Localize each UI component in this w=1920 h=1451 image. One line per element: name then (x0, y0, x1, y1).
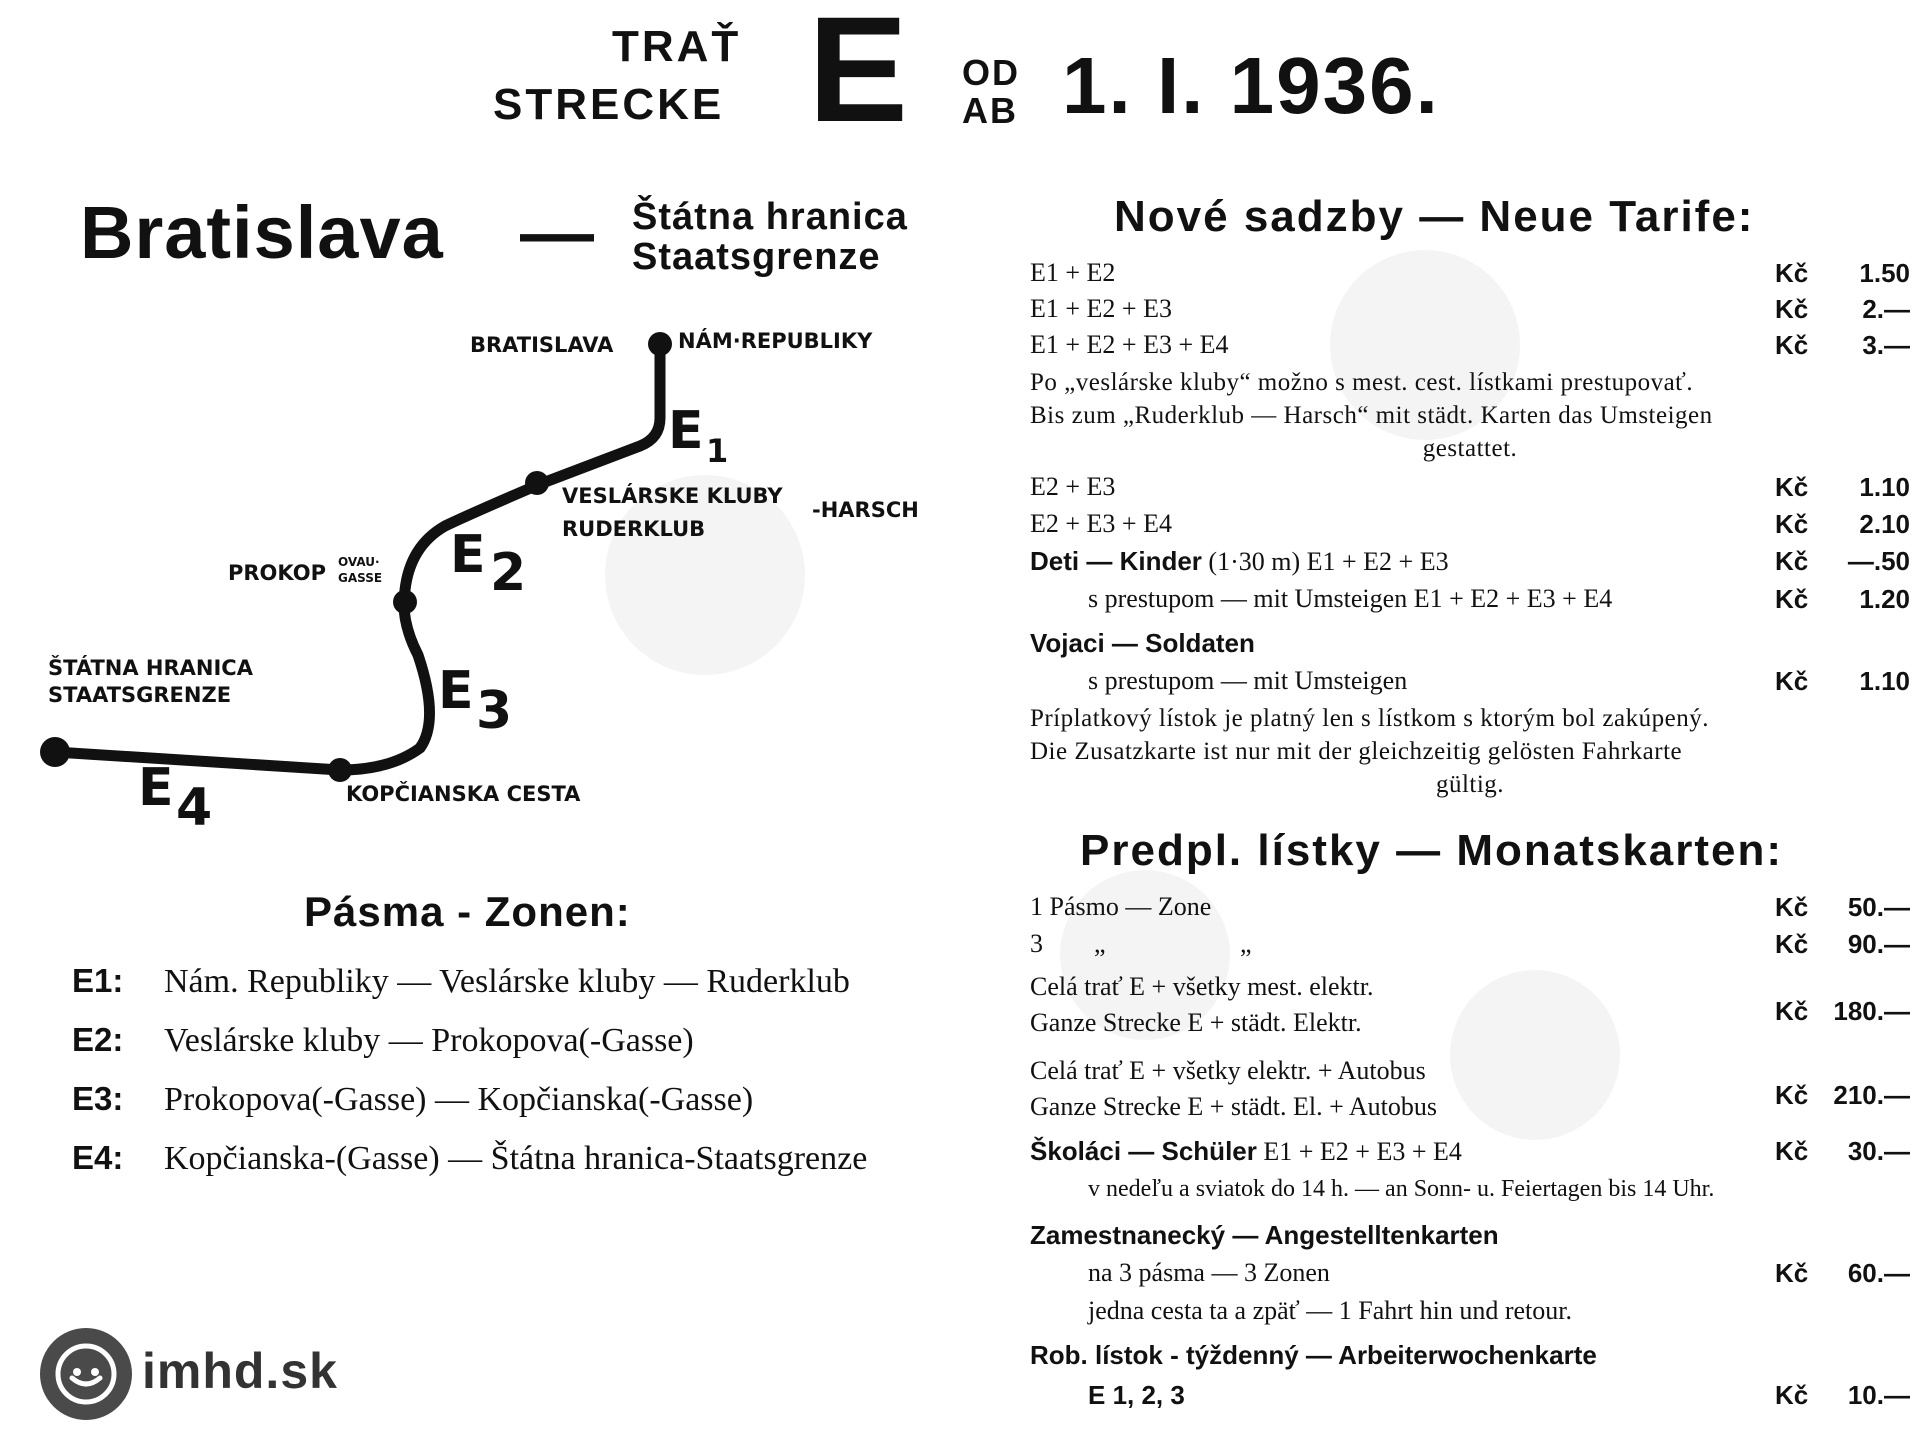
pass-row-employee (1030, 1258, 1910, 1294)
pupils-note: v nedeľu a sviatok do 14 h. — an Sonn- u. Feiertagen bis 14 Uhr. (1088, 1176, 1715, 1202)
pass-row (1030, 929, 1910, 965)
currency: Kč (1775, 892, 1809, 922)
header-date: 1. I. 1936. (1062, 41, 1440, 130)
currency: Kč (1775, 1136, 1809, 1166)
map-label-prokop: PROKOP (228, 561, 326, 585)
currency: Kč (1775, 509, 1809, 539)
pass-price: 90.— (1847, 929, 1910, 959)
tariff-row (1030, 330, 1910, 366)
stop-nam-republiky (648, 332, 672, 356)
children-head: Deti — Kinder (1030, 546, 1202, 576)
tariff-row (1030, 472, 1910, 508)
map-zone-e4-letter: E (138, 758, 174, 818)
header-strecke: STRECKE (493, 80, 725, 129)
pass-price: 10.— (1847, 1380, 1910, 1410)
route-to-sk: Štátna hranica (632, 196, 908, 238)
tariff-row-soldiers (1030, 666, 1910, 702)
map-label-kopcianska: KOPČIANSKA CESTA (346, 782, 581, 806)
currency: Kč (1775, 546, 1809, 576)
soldiers-head: Vojaci — Soldaten (1030, 628, 1255, 658)
map-label-gasse: GASSE (338, 571, 383, 585)
stop-statna-hranica (40, 737, 70, 767)
tariff-row (1030, 294, 1910, 330)
worker-head: Rob. lístok - týždenný — Arbeiterwochenkarte (1030, 1340, 1597, 1370)
tariffs-title: Nové sadzby — Neue Tarife: (1114, 192, 1755, 241)
pass-label: E 1, 2, 3 (1088, 1380, 1185, 1410)
note-line: gültig. (1435, 771, 1505, 798)
route-from: Bratislava (80, 191, 444, 274)
zone-row (72, 1080, 753, 1119)
map-label-staatsgrenze: STAATSGRENZE (48, 683, 232, 707)
pass-row-price (1030, 1080, 1910, 1116)
map-zone-e2-num: 2 (490, 543, 527, 603)
pass-row-price (1030, 996, 1910, 1032)
imhd-logo-icon (40, 1328, 132, 1420)
tariff-label: s prestupom — mit Umsteigen (1088, 666, 1408, 695)
employee-note: jedna cesta ta a zpäť — 1 Fahrt hin und retour. (1088, 1296, 1573, 1325)
pass-label: na 3 pásma — 3 Zonen (1088, 1258, 1330, 1287)
pass-price: 30.— (1847, 1136, 1910, 1166)
currency: Kč (1775, 472, 1809, 502)
currency: Kč (1775, 330, 1809, 360)
currency: Kč (1775, 1258, 1809, 1288)
map-zone-e1-num: 1 (706, 432, 729, 470)
whole-bus-de: Ganze Strecke E + städt. El. + Autobus (1030, 1092, 1437, 1121)
surcharge-note (1030, 702, 1910, 801)
tariff-row (1030, 509, 1910, 545)
zone-code: E1: (72, 962, 124, 999)
currency: Kč (1775, 929, 1809, 959)
ditto-mark: „ (1094, 929, 1106, 958)
map-label-ovaul: OVAU· (338, 555, 380, 569)
zone-row (72, 1139, 867, 1178)
zone-desc: Veslárske kluby — Prokopova(-Gasse) (164, 1022, 694, 1059)
tariff-price: —.50 (1847, 546, 1910, 576)
zone-row (72, 962, 850, 1001)
tariff-label: E1 + E2 (1030, 258, 1116, 287)
header-line-letter: E (808, 0, 909, 153)
tariff-label: E1 + E2 + E3 + E4 (1030, 330, 1229, 359)
zone-row (72, 1021, 694, 1060)
pupils-rest: E1 + E2 + E3 + E4 (1263, 1137, 1462, 1166)
header-ab: AB (962, 90, 1018, 131)
map-zone-e3-letter: E (438, 661, 474, 721)
tariff-row (1030, 258, 1910, 294)
tariff-price: 1.50 (1859, 258, 1910, 288)
stop-veslarske-kluby (525, 471, 549, 495)
tariff-label: E2 + E3 (1030, 472, 1116, 501)
zone-code: E4: (72, 1139, 124, 1176)
tariff-row-children (1030, 546, 1910, 582)
currency: Kč (1775, 1380, 1809, 1410)
map-label-nam-republiky: NÁM·REPUBLIKY (678, 329, 873, 353)
tariff-price: 1.20 (1859, 584, 1910, 614)
note-line: Die Zusatzkarte ist nur mit der gleichzeitig gelösten Fahrkarte (1030, 738, 1683, 765)
pass-price: 50.— (1847, 892, 1910, 922)
zones-title: Pásma - Zonen: (304, 888, 631, 935)
pass-row (1030, 892, 1910, 928)
tariff-price: 2.— (1862, 294, 1910, 324)
map-label-hranica: ŠTÁTNA HRANICA (48, 656, 253, 680)
tariff-price: 1.10 (1859, 472, 1910, 502)
tariff-price: 3.— (1862, 330, 1910, 360)
note-line: Bis zum „Ruderklub — Harsch“ mit städt. Karten das Umsteigen (1030, 402, 1713, 429)
zone-desc: Kopčianska-(Gasse) — Štátna hranica-Staatsgrenze (164, 1140, 868, 1177)
ditto-mark: „ (1240, 929, 1252, 958)
pass-row-worker (1030, 1380, 1910, 1416)
header-trat: TRAŤ (612, 22, 742, 71)
currency: Kč (1775, 1080, 1809, 1110)
note-line: Po „veslárske kluby“ možno s mest. cest. lístkami prestupovať. (1030, 369, 1694, 396)
tariff-label: E1 + E2 + E3 (1030, 294, 1172, 323)
currency: Kč (1775, 294, 1809, 324)
map-label-harsch: -HARSCH (812, 498, 919, 522)
tariff-label: E2 + E3 + E4 (1030, 509, 1172, 538)
tariff-price: 1.10 (1859, 666, 1910, 696)
passes-title: Predpl. lístky — Monatskarten: (1080, 826, 1784, 875)
pupils-head: Školáci — Schüler (1030, 1136, 1257, 1166)
route-map (0, 300, 1000, 860)
note-line: gestattet. (1422, 435, 1518, 462)
currency: Kč (1775, 666, 1809, 696)
zone-code: E3: (72, 1080, 124, 1117)
map-zone-e3-num: 3 (476, 681, 513, 741)
zone-desc: Prokopova(-Gasse) — Kopčianska(-Gasse) (164, 1081, 754, 1118)
header-od: OD (962, 52, 1020, 93)
whole-line-de: Ganze Strecke E + städt. Elektr. (1030, 1008, 1362, 1037)
zone-desc: Nám. Republiky — Veslárske kluby — Ruderklub (164, 963, 850, 1000)
currency: Kč (1775, 584, 1809, 614)
whole-line-sk: Celá trať E + všetky mest. elektr. (1030, 972, 1374, 1001)
map-label-veslarske-kluby: VESLÁRSKE KLUBY (562, 484, 783, 508)
route-to-de: Staatsgrenze (632, 236, 881, 278)
map-zone-e1-letter: E (668, 401, 704, 461)
brand-name: imhd.sk (142, 1343, 338, 1399)
tariff-price: 2.10 (1859, 509, 1910, 539)
note-line: Príplatkový lístok je platný len s lístkom s ktorým bol zakúpený. (1030, 705, 1709, 732)
whole-bus-sk: Celá trať E + všetky elektr. + Autobus (1030, 1056, 1426, 1085)
pass-label: 3 (1030, 929, 1043, 958)
currency: Kč (1775, 258, 1809, 288)
route-dash: — (520, 191, 594, 274)
pass-label: 1 Pásmo — Zone (1030, 892, 1212, 921)
tariff-label: s prestupom — mit Umsteigen E1 + E2 + E3 + E4 (1088, 584, 1613, 613)
stop-kopcianska (328, 758, 352, 782)
stop-prokopova (393, 590, 417, 614)
tariff-row-children-transfer (1030, 584, 1910, 620)
map-label-bratislava: BRATISLAVA (470, 333, 614, 357)
pass-price: 210.— (1833, 1080, 1910, 1110)
pass-price: 180.— (1833, 996, 1910, 1026)
map-zone-e2-letter: E (450, 525, 486, 585)
map-zone-e4-num: 4 (176, 778, 213, 838)
map-label-ruderklub: RUDERKLUB (562, 517, 706, 541)
employee-head: Zamestnanecký — Angestelltenkarten (1030, 1220, 1499, 1250)
transfer-note (1030, 366, 1910, 465)
pass-row-pupils (1030, 1136, 1910, 1172)
zone-code: E2: (72, 1021, 124, 1058)
children-rest: (1·30 m) E1 + E2 + E3 (1208, 547, 1449, 576)
currency: Kč (1775, 996, 1809, 1026)
pass-price: 60.— (1847, 1258, 1910, 1288)
